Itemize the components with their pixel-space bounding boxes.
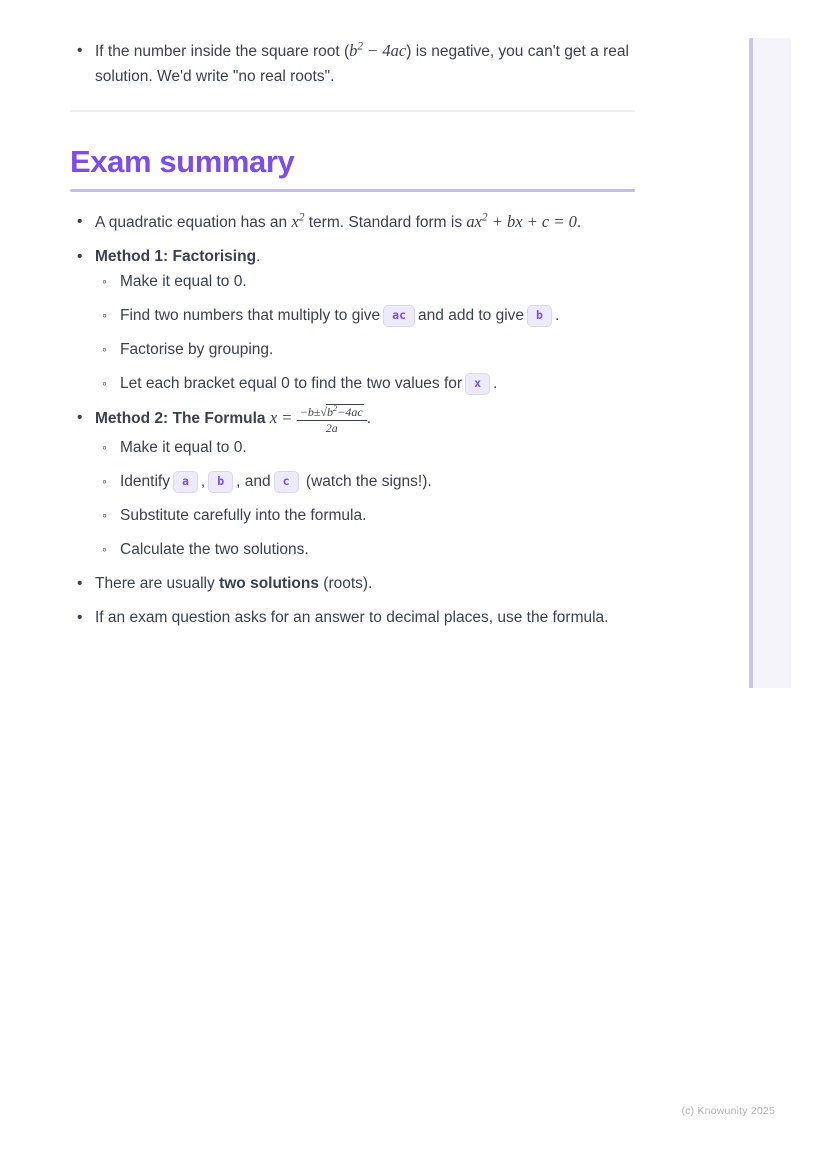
footer-copyright: (c) Knowunity 2025 xyxy=(681,1105,775,1117)
bullet-two-solutions xyxy=(70,571,635,596)
intro-text-after: ) is negative, you can't get a real solution. We'd write "no real roots". xyxy=(95,43,629,85)
step-text: Identify xyxy=(120,473,170,491)
method1-step-1: ◦ Make it equal to 0. xyxy=(95,269,635,294)
math-formula-lhs: x = xyxy=(269,408,293,428)
step-text: (watch the signs!). xyxy=(305,473,432,491)
code-badge-a: a xyxy=(173,471,198,493)
page-title: Exam summary xyxy=(70,144,295,179)
bullet-no-real-roots xyxy=(70,38,635,89)
method2-step-4: ◦ Calculate the two solutions. xyxy=(95,537,635,562)
bullet-quadratic-definition xyxy=(70,209,635,235)
radicand: $b^2-4ac$ xyxy=(327,403,363,419)
method2-step-3: ◦ Substitute carefully into the formula. xyxy=(95,503,635,528)
code-badge-ac: ac xyxy=(383,305,415,327)
method1-step-3: ◦ Factorise by grouping. xyxy=(95,337,635,362)
method2-title: Method 2: The Formula xyxy=(95,410,266,428)
code-badge-b: b xyxy=(208,471,233,493)
heading-underline xyxy=(70,189,635,192)
intro-list xyxy=(70,38,635,89)
method1-steps xyxy=(95,269,635,396)
sqrt-sign: √ xyxy=(320,405,327,419)
step-text: Let each bracket equal 0 to find the two values for xyxy=(120,375,463,392)
section-divider xyxy=(70,110,635,112)
solutions-bold: two solutions xyxy=(219,575,319,593)
quadratic-period: . xyxy=(576,214,582,231)
code-badge-c: c xyxy=(274,471,299,493)
code-badge-b: b xyxy=(527,305,552,327)
method2-step-2 xyxy=(95,469,635,494)
step-text: . xyxy=(554,307,560,324)
step-text: Find two numbers that multiply to give xyxy=(120,307,381,324)
solutions-text-1: There are usually xyxy=(95,575,215,593)
bullet-exam-tip: • If an exam question asks for an answer to decimal places, use the formula. xyxy=(70,605,635,630)
math-standard-form: $ax^2$ + bx + c = 0 xyxy=(466,211,577,231)
content-column xyxy=(70,38,635,639)
method1-title: Method 1: Factorising xyxy=(95,248,257,265)
math-discriminant: $b^2 - 4ac$ xyxy=(349,40,407,60)
quadratic-formula-fraction: $\frac{-b\pm√b^2-4ac}{2a}$ xyxy=(297,405,367,435)
page-edge-strip xyxy=(749,38,791,688)
step-text: and add to give xyxy=(418,307,525,324)
quadratic-text-2: term. Standard form is xyxy=(308,214,463,231)
step-text: , xyxy=(200,473,206,491)
math-x-squared: $x^2$ xyxy=(291,211,305,231)
formula-denominator: 2a xyxy=(325,421,338,436)
method1-period: . xyxy=(256,248,261,265)
method1-step-4 xyxy=(95,371,635,396)
intro-text-before: If the number inside the square root ( xyxy=(95,43,350,60)
solutions-text-2: (roots). xyxy=(323,575,373,593)
code-badge-x: x xyxy=(465,373,490,395)
summary-list xyxy=(70,209,635,630)
quadratic-text-1: A quadratic equation has an xyxy=(95,214,288,231)
method2-steps xyxy=(95,435,635,562)
bullet-method-1 xyxy=(70,244,635,396)
step-text: , and xyxy=(236,473,271,491)
method2-step-1: ◦ Make it equal to 0. xyxy=(95,435,635,460)
method1-step-2 xyxy=(95,303,635,328)
bullet-method-2 xyxy=(70,405,635,562)
step-text: . xyxy=(493,375,498,392)
formula-period: . xyxy=(366,410,371,428)
